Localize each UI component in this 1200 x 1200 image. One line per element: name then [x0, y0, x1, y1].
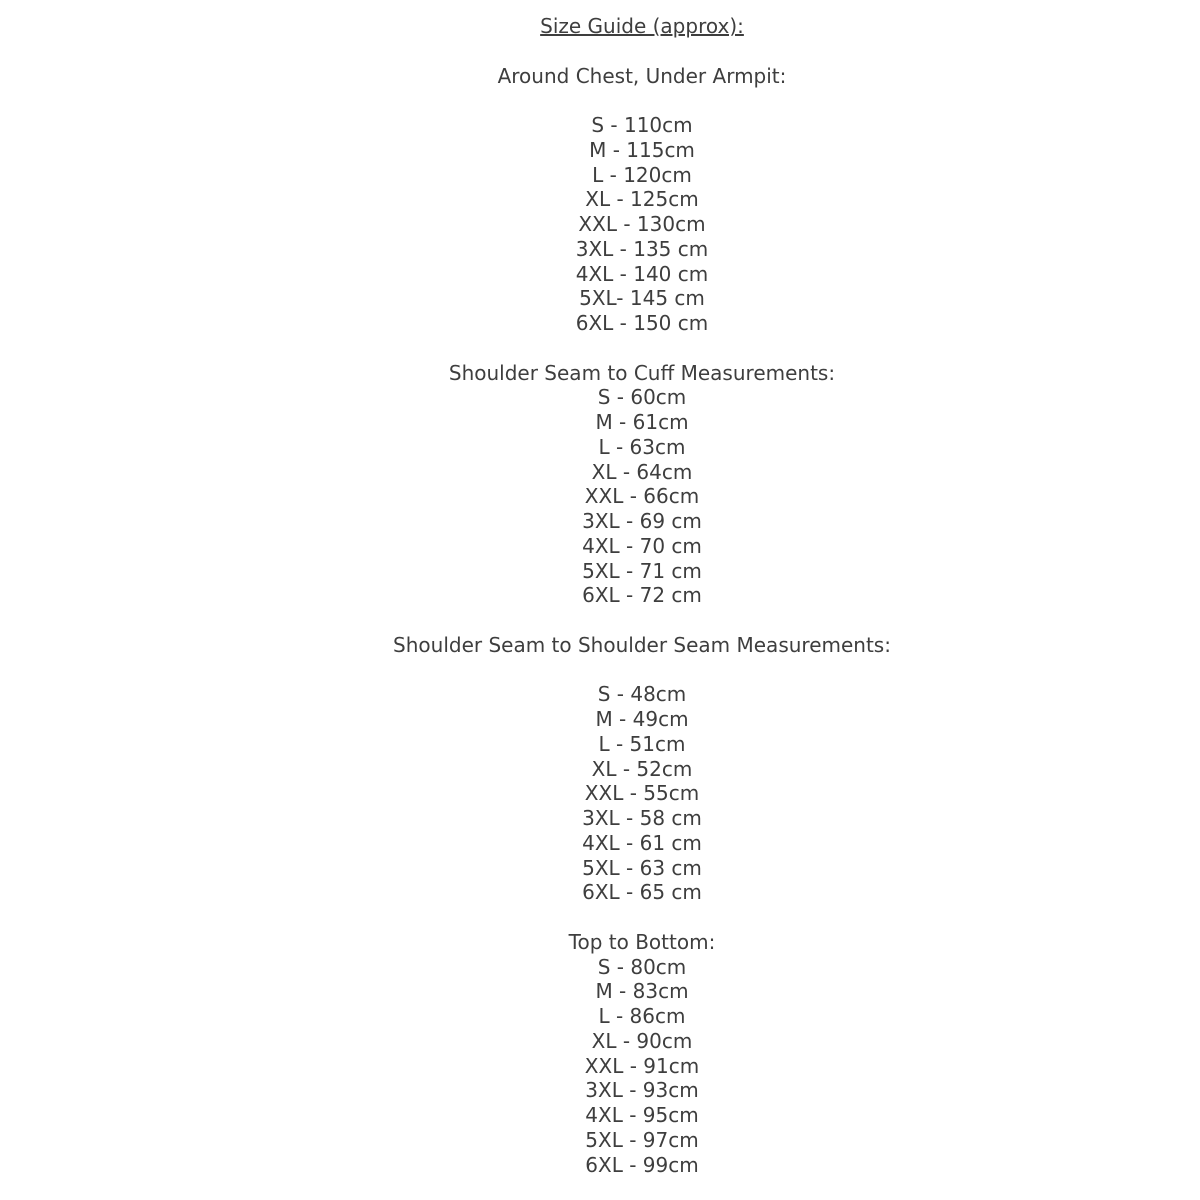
size-row: 3XL - 69 cm — [582, 509, 702, 533]
size-row: 3XL - 58 cm — [582, 806, 702, 830]
size-row: 4XL - 70 cm — [582, 533, 702, 558]
size-row: S - 48cm — [597, 682, 687, 707]
section-heading: Shoulder Seam to Cuff Measurements: — [448, 360, 836, 385]
size-row: XXL - 130cm — [578, 212, 706, 236]
size-row: M - 83cm — [595, 979, 689, 1004]
size-row: 6XL - 65 cm — [582, 880, 702, 905]
size-row: XL - 64cm — [591, 459, 693, 484]
size-row: XXL - 91cm — [584, 1053, 700, 1078]
size-row: S - 80cm — [597, 954, 687, 979]
size-list — [84, 385, 1200, 608]
size-row: XL - 90cm — [591, 1028, 693, 1053]
size-row: L - 63cm — [598, 434, 686, 459]
size-row: 4XL - 61 cm — [582, 830, 702, 855]
size-row: 3XL - 93cm — [585, 1078, 699, 1103]
size-row: S - 60cm — [597, 385, 687, 410]
size-row: XXL - 55cm — [584, 781, 700, 806]
size-row: 6XL - 150 cm — [575, 311, 709, 335]
size-row: S - 110cm — [591, 113, 693, 137]
size-row: 3XL - 135 cm — [575, 236, 709, 261]
size-section — [84, 633, 1200, 905]
size-row: XXL - 66cm — [584, 484, 700, 509]
size-list — [84, 113, 1200, 336]
size-row: M - 49cm — [595, 707, 689, 731]
section-heading: Shoulder Seam to Shoulder Seam Measurements: — [393, 632, 891, 657]
section-heading: Around Chest, Under Armpit: — [497, 63, 787, 88]
size-row: 4XL - 140 cm — [575, 261, 709, 286]
size-row: 6XL - 99cm — [585, 1152, 699, 1177]
size-section — [84, 361, 1200, 609]
size-list — [84, 955, 1200, 1178]
size-section — [84, 64, 1200, 336]
size-row: 5XL - 97cm — [585, 1127, 699, 1152]
size-guide-sections — [84, 64, 1200, 1178]
size-row: L - 120cm — [592, 162, 692, 187]
size-row: 6XL - 72 cm — [582, 583, 702, 608]
size-row: 5XL - 71 cm — [582, 558, 702, 583]
size-row: M - 115cm — [589, 137, 695, 162]
size-row: 5XL - 63 cm — [582, 855, 702, 880]
section-heading: Top to Bottom: — [568, 929, 716, 954]
page-title: Size Guide (approx): — [540, 14, 744, 38]
size-row: L - 86cm — [598, 1004, 686, 1028]
size-row: XL - 125cm — [585, 187, 699, 212]
size-section — [84, 930, 1200, 1178]
size-list — [84, 682, 1200, 905]
size-row: 5XL- 145 cm — [579, 286, 705, 311]
size-row: L - 51cm — [598, 731, 686, 756]
size-row: 4XL - 95cm — [585, 1103, 699, 1127]
size-row: XL - 52cm — [591, 756, 693, 781]
size-row: M - 61cm — [595, 410, 689, 434]
